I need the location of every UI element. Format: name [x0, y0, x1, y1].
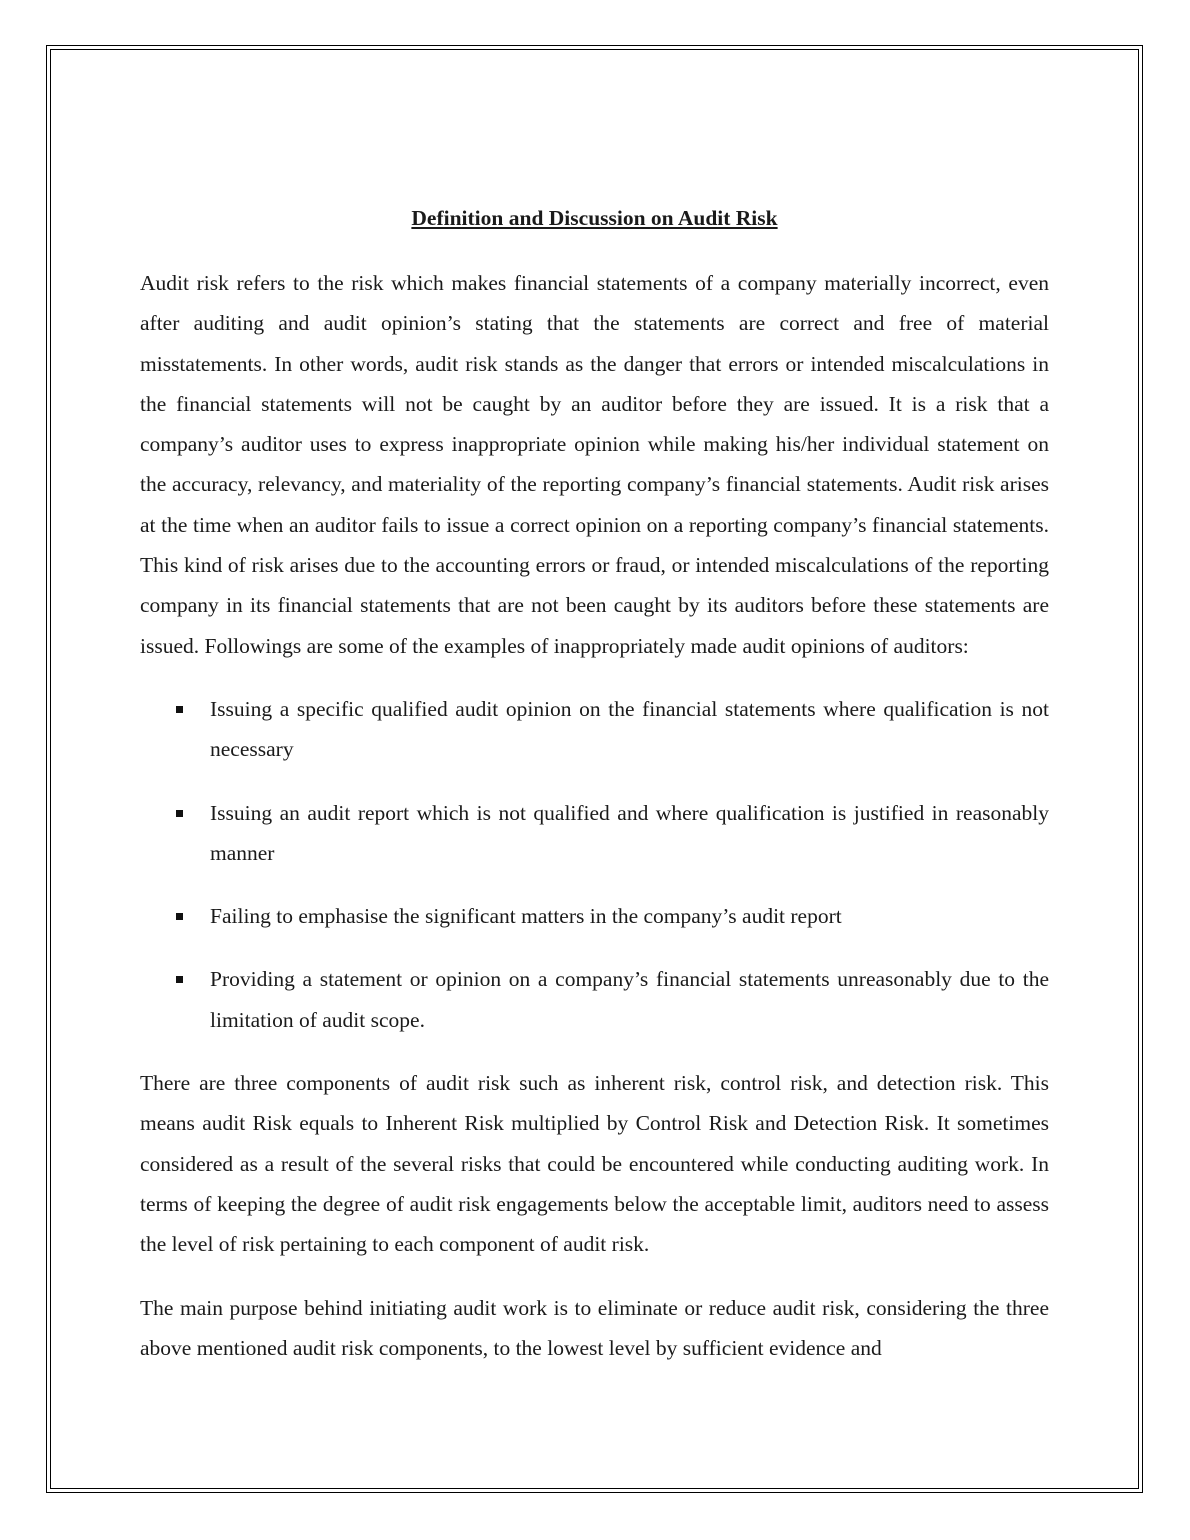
list-item: [140, 793, 1049, 874]
square-bullet-icon: [176, 913, 183, 920]
examples-list: [140, 689, 1049, 1040]
list-item-text: Failing to emphasise the significant matters in the company’s audit report: [210, 904, 842, 929]
square-bullet-icon: [176, 706, 183, 713]
list-item: [140, 689, 1049, 770]
square-bullet-icon: [176, 810, 183, 817]
list-item: [140, 896, 1049, 936]
square-bullet-icon: [176, 976, 183, 983]
list-item: [140, 959, 1049, 1040]
list-item-text: Issuing a specific qualified audit opinion on the financial statements where qualification is not necessary: [210, 696, 1049, 762]
document-title: Definition and Discussion on Audit Risk: [411, 206, 778, 230]
document-body: [140, 202, 1049, 1391]
list-item-text: Providing a statement or opinion on a company’s financial statements unreasonably due to the limitation of audit scope.: [210, 967, 1049, 1032]
list-item-text: Issuing an audit report which is not qualified and where qualification is justified in reasonably manner: [210, 800, 1049, 865]
paragraph-components: There are three components of audit risk such as inherent risk, control risk, and detection risk. This means audit Risk equals to Inherent Risk multiplied by Control Risk and Detection Risk. It sometimes considered as a result of the several risks that could be encountered while conducting auditing work. In terms of keeping the degree of audit risk engagements below the acceptable limit, auditors need to assess the level of risk pertaining to each component of audit risk.: [140, 1071, 1049, 1257]
paragraph-purpose: The main purpose behind initiating audit work is to eliminate or reduce audit risk, considering the three above mentioned audit risk components, to the lowest level by sufficient evidence and: [140, 1295, 1049, 1360]
paragraph-definition: Audit risk refers to the risk which makes financial statements of a company materially incorrect, even after auditing and audit opinion’s stating that the statements are correct and free of material misstatements. In other words, audit risk stands as the danger that errors or intended miscalculations in the financial statements will not be caught by an auditor before they are issued. It is a risk that a company’s auditor uses to express inappropriate opinion while making his/her individual statement on the accuracy, relevancy, and materiality of the reporting company’s financial statements. Audit risk arises at the time when an auditor fails to issue a correct opinion on a reporting company’s financial statements. This kind of risk arises due to the accounting errors or fraud, or intended miscalculations of the reporting company in its financial statements that are not been caught by its auditors before these statements are issued. Followings are some of the examples of inappropriately made audit opinions of auditors:: [140, 271, 1049, 658]
